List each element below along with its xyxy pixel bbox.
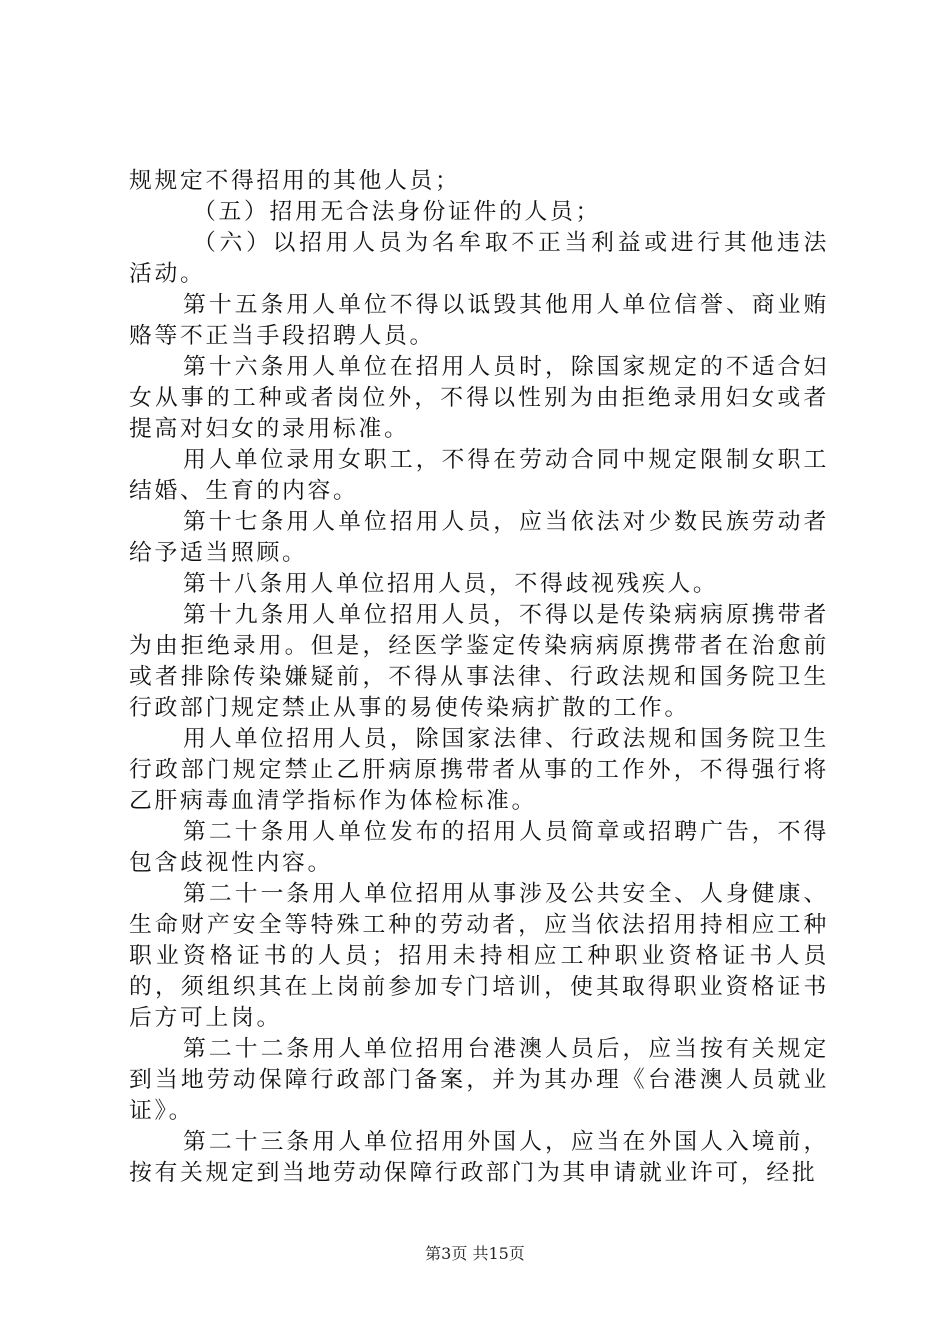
paragraph-12: 第二十一条用人单位招用从事涉及公共安全、人身健康、生命财产安全等特殊工种的劳动者，应当依法招用持相应工种职业资格证书的人员；招用未持相应工种职业资格证书人员的，须组织其在上岗前参加专门培训，使其取得职业资格证书后方可上岗。	[129, 881, 829, 1031]
paragraph-10: 用人单位招用人员，除国家法律、行政法规和国务院卫生行政部门规定禁止乙肝病原携带者从事的工作外，不得强行将乙肝病毒血清学指标作为体检标准。	[129, 726, 829, 814]
paragraph-8: 第十八条用人单位招用人员，不得歧视残疾人。	[183, 571, 719, 597]
paragraph-6: 用人单位录用女职工，不得在劳动合同中规定限制女职工结婚、生育的内容。	[129, 447, 829, 504]
document-body	[129, 166, 829, 1189]
paragraph-14: 第二十三条用人单位招用外国人，应当在外国人入境前，按有关规定到当地劳动保障行政部门为其申请就业许可，经批	[129, 1129, 829, 1186]
paragraph-4: 第十五条用人单位不得以诋毁其他用人单位信誉、商业贿赂等不正当手段招聘人员。	[129, 292, 829, 349]
paragraph-13: 第二十二条用人单位招用台港澳人员后，应当按有关规定到当地劳动保障行政部门备案，并为其办理《台港澳人员就业证》。	[129, 1036, 829, 1124]
paragraph-3: （六）以招用人员为名牟取不正当利益或进行其他违法活动。	[129, 230, 829, 287]
paragraph-7: 第十七条用人单位招用人员，应当依法对少数民族劳动者给予适当照顾。	[129, 509, 829, 566]
paragraph-5: 第十六条用人单位在招用人员时，除国家规定的不适合妇女从事的工种或者岗位外，不得以性别为由拒绝录用妇女或者提高对妇女的录用标准。	[129, 354, 829, 442]
paragraph-2: （五）招用无合法身份证件的人员；	[193, 199, 601, 225]
paragraph-1: 规规定不得招用的其他人员；	[129, 168, 461, 194]
page-number-footer: 第3页 共15页	[425, 1244, 525, 1263]
paragraph-9: 第十九条用人单位招用人员，不得以是传染病病原携带者为由拒绝录用。但是，经医学鉴定传染病病原携带者在治愈前或者排除传染嫌疑前，不得从事法律、行政法规和国务院卫生行政部门规定禁止从事的易使传染病扩散的工作。	[129, 602, 829, 721]
paragraph-11: 第二十条用人单位发布的招用人员简章或招聘广告，不得包含歧视性内容。	[129, 819, 829, 876]
